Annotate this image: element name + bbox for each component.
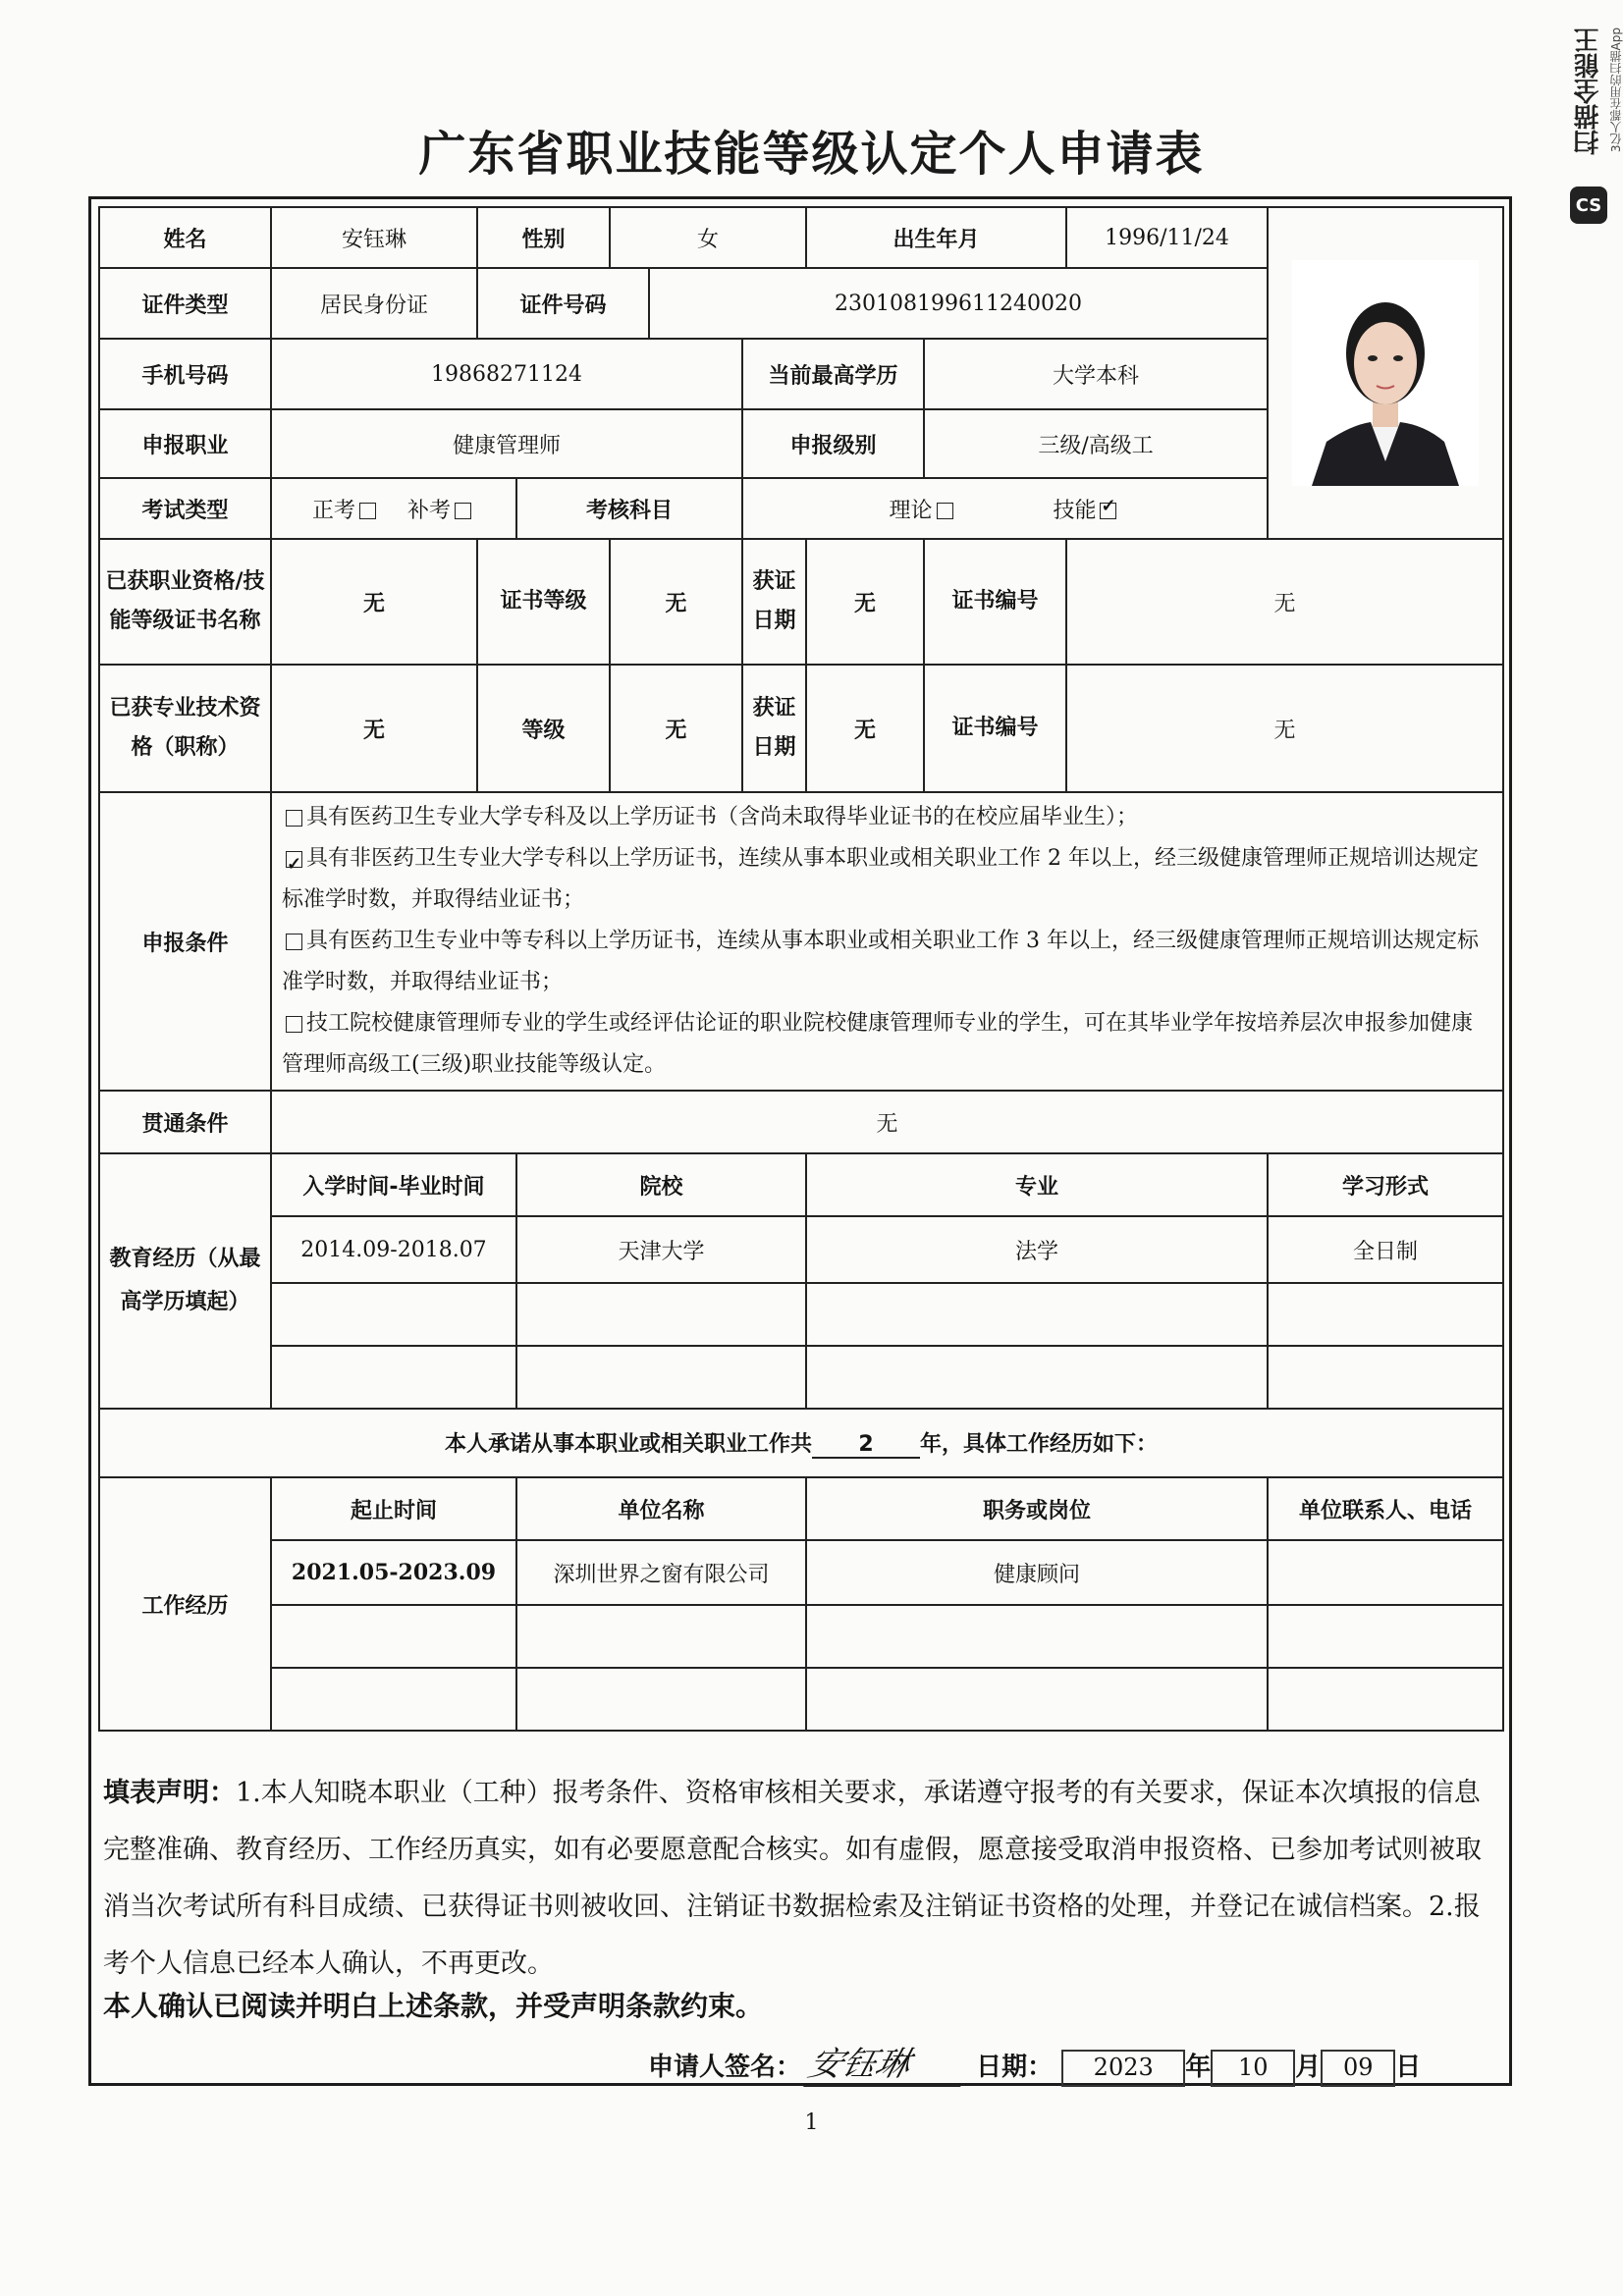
subject-label: 考核科目 — [516, 478, 742, 539]
tech-label: 已获专业技术资格（职称） — [99, 665, 271, 792]
cert-date-label: 获证日期 — [742, 539, 806, 665]
work-header-post: 职务或岗位 — [806, 1477, 1268, 1540]
subject-theory-label: 理论 — [889, 498, 933, 523]
cert-level-label: 证书等级 — [477, 539, 610, 665]
id-no-label: 证件号码 — [477, 268, 649, 339]
level-value: 三级/高级工 — [924, 409, 1268, 478]
declaration — [103, 1765, 1502, 1993]
name-label: 姓名 — [99, 207, 271, 268]
work-row-empty — [1268, 1605, 1503, 1668]
tech-level: 无 — [610, 665, 742, 792]
edu-row-empty — [516, 1346, 806, 1409]
work-header-time: 起止时间 — [271, 1477, 516, 1540]
work-row-empty — [516, 1668, 806, 1731]
scanner-watermark — [1564, 0, 1623, 236]
phone-label: 手机号码 — [99, 339, 271, 409]
date-day: 09 — [1321, 2050, 1395, 2087]
work-row-post: 健康顾问 — [806, 1540, 1268, 1605]
applicant-photo — [1292, 260, 1479, 486]
id-type-label: 证件类型 — [99, 268, 271, 339]
tech-date-label: 获证日期 — [742, 665, 806, 792]
date-label: 日期： — [976, 2053, 1054, 2082]
exam-normal-label: 正考 — [311, 498, 355, 523]
edu-header-mode: 学习形式 — [1268, 1153, 1503, 1216]
subject-skill-checkbox[interactable] — [1100, 503, 1116, 519]
edu-header-major: 专业 — [806, 1153, 1268, 1216]
edu-value: 大学本科 — [924, 339, 1268, 409]
photo-cell — [1268, 207, 1503, 539]
through-value: 无 — [271, 1091, 1503, 1153]
edu-row-empty — [806, 1283, 1268, 1346]
scanner-logo-icon: CS — [1570, 187, 1607, 224]
watermark-text: 扫描全能王 — [1574, 27, 1603, 155]
level-label: 申报级别 — [742, 409, 924, 478]
condition-item — [282, 838, 1492, 921]
work-row-empty — [271, 1605, 516, 1668]
exam-normal-checkbox[interactable] — [359, 503, 376, 519]
tech-name: 无 — [271, 665, 477, 792]
exam-make-label: 补考 — [406, 498, 451, 523]
phone-value: 19868271124 — [271, 339, 742, 409]
tech-date: 无 — [806, 665, 924, 792]
edu-row-mode: 全日制 — [1268, 1216, 1503, 1283]
work-promise — [99, 1409, 1503, 1477]
work-header-contact: 单位联系人、电话 — [1268, 1477, 1503, 1540]
id-no-value: 230108199611240020 — [649, 268, 1268, 339]
signature-label: 申请人签名： — [648, 2053, 802, 2082]
cert-date: 无 — [806, 539, 924, 665]
work-row-unit: 深圳世界之窗有限公司 — [516, 1540, 806, 1605]
edu-row-empty — [271, 1346, 516, 1409]
work-years: 2 — [812, 1432, 920, 1459]
subject-options — [742, 478, 1268, 539]
work-row-time: 2021.05-2023.09 — [271, 1540, 516, 1605]
edu-label: 当前最高学历 — [742, 339, 924, 409]
condition-4-text: 技工院校健康管理师专业的学生或经评估论证的职业院校健康管理师专业的学生，可在其毕业学年按培养层次申报参加健康管理师高级工(三级)职业技能等级认定。 — [282, 1011, 1474, 1077]
edu-row-empty — [516, 1283, 806, 1346]
gender-label: 性别 — [477, 207, 610, 268]
name-value: 安钰琳 — [271, 207, 477, 268]
condition-1-text: 具有医药卫生专业大学专科及以上学历证书（含尚未取得毕业证书的在校应届毕业生）； — [306, 805, 1139, 829]
job-value: 健康管理师 — [271, 409, 742, 478]
signature-name: 安钰琳 — [803, 2037, 974, 2087]
tech-level-label: 等级 — [477, 665, 610, 792]
work-row-empty — [806, 1668, 1268, 1731]
declaration-text: 1.本人知晓本职业（工种）报考条件、资格审核相关要求，承诺遵守报考的有关要求，保证本次填报的信息完整准确、教育经历、工作经历真实，如有必要愿意配合核实。如有虚假，愿意接受取消申报资格、已参加考试则被取消当次考试所有科目成绩、已获得证书则被收回、注销证书数据检索及注销证书资格的处理，并登记在诚信档案。2.报考个人信息已经本人确认，不再更改。 — [103, 1778, 1482, 1979]
work-promise-prefix: 本人承诺从事本职业或相关职业工作共 — [445, 1432, 813, 1457]
condition-item — [282, 921, 1492, 1003]
exam-type-options — [271, 478, 516, 539]
through-label: 贯通条件 — [99, 1091, 271, 1153]
work-row-contact — [1268, 1540, 1503, 1605]
work-row-empty — [516, 1605, 806, 1668]
declaration-confirm: 本人确认已阅读并明白上述条款，并受声明条款约束。 — [103, 1990, 764, 2022]
edu-row-empty — [1268, 1346, 1503, 1409]
year-unit: 年 — [1185, 2053, 1212, 2082]
id-type-value: 居民身份证 — [271, 268, 477, 339]
cert-no: 无 — [1066, 539, 1503, 665]
date-year: 2023 — [1061, 2050, 1185, 2087]
birth-value: 1996/11/24 — [1066, 207, 1268, 268]
page-title: 广东省职业技能等级认定个人申请表 — [418, 127, 1205, 182]
birth-label: 出生年月 — [806, 207, 1066, 268]
application-form — [98, 206, 1504, 1732]
declaration-label: 填表声明： — [103, 1778, 236, 1808]
tech-no-label: 证书编号 — [924, 665, 1066, 792]
cert-name: 无 — [271, 539, 477, 665]
education-label: 教育经历（从最高学历填起） — [99, 1153, 271, 1409]
work-label: 工作经历 — [99, 1477, 271, 1731]
date-month: 10 — [1211, 2050, 1295, 2087]
cert-label: 已获职业资格/技能等级证书名称 — [99, 539, 271, 665]
cert-no-label: 证书编号 — [924, 539, 1066, 665]
exam-type-label: 考试类型 — [99, 478, 271, 539]
edu-header-school: 院校 — [516, 1153, 806, 1216]
condition-item — [282, 797, 1492, 838]
tech-no: 无 — [1066, 665, 1503, 792]
work-row-empty — [271, 1668, 516, 1731]
month-unit: 月 — [1295, 2053, 1322, 2082]
condition-item — [282, 1003, 1492, 1086]
condition-3-checkbox[interactable] — [286, 934, 302, 950]
edu-row-empty — [806, 1346, 1268, 1409]
condition-1-checkbox[interactable] — [286, 810, 302, 827]
subject-theory-checkbox[interactable] — [937, 503, 953, 519]
cert-level: 无 — [610, 539, 742, 665]
job-label: 申报职业 — [99, 409, 271, 478]
condition-4-checkbox[interactable] — [286, 1016, 302, 1033]
gender-value: 女 — [610, 207, 806, 268]
conditions-list — [271, 792, 1503, 1091]
conditions-label: 申报条件 — [99, 792, 271, 1091]
exam-make-checkbox[interactable] — [455, 503, 471, 519]
edu-row-empty — [1268, 1283, 1503, 1346]
day-unit: 日 — [1395, 2053, 1422, 2082]
condition-3-text: 具有医药卫生专业中等专科以上学历证书，连续从事本职业或相关职业工作 3 年以上，经三级健康管理师正规培训达规定标准学时数，并取得结业证书； — [282, 929, 1479, 994]
work-header-unit: 单位名称 — [516, 1477, 806, 1540]
condition-2-text: 具有非医药卫生专业大学专科以上学历证书，连续从事本职业或相关职业工作 2 年以上，经三级健康管理师正规培训达规定标准学时数，并取得结业证书； — [282, 846, 1479, 912]
page-number: 1 — [804, 2110, 819, 2135]
work-promise-suffix: 年，具体工作经历如下： — [920, 1432, 1159, 1457]
edu-row-empty — [271, 1283, 516, 1346]
edu-row-major: 法学 — [806, 1216, 1268, 1283]
edu-row-time: 2014.09-2018.07 — [271, 1216, 516, 1283]
edu-row-school: 天津大学 — [516, 1216, 806, 1283]
condition-2-checkbox[interactable] — [286, 851, 302, 868]
work-row-empty — [806, 1605, 1268, 1668]
work-row-empty — [1268, 1668, 1503, 1731]
edu-header-time: 入学时间-毕业时间 — [271, 1153, 516, 1216]
signature-line — [648, 2037, 1421, 2087]
watermark-subtext: 3亿人都在用的扫描App — [1609, 27, 1623, 153]
subject-skill-label: 技能 — [1053, 498, 1097, 523]
